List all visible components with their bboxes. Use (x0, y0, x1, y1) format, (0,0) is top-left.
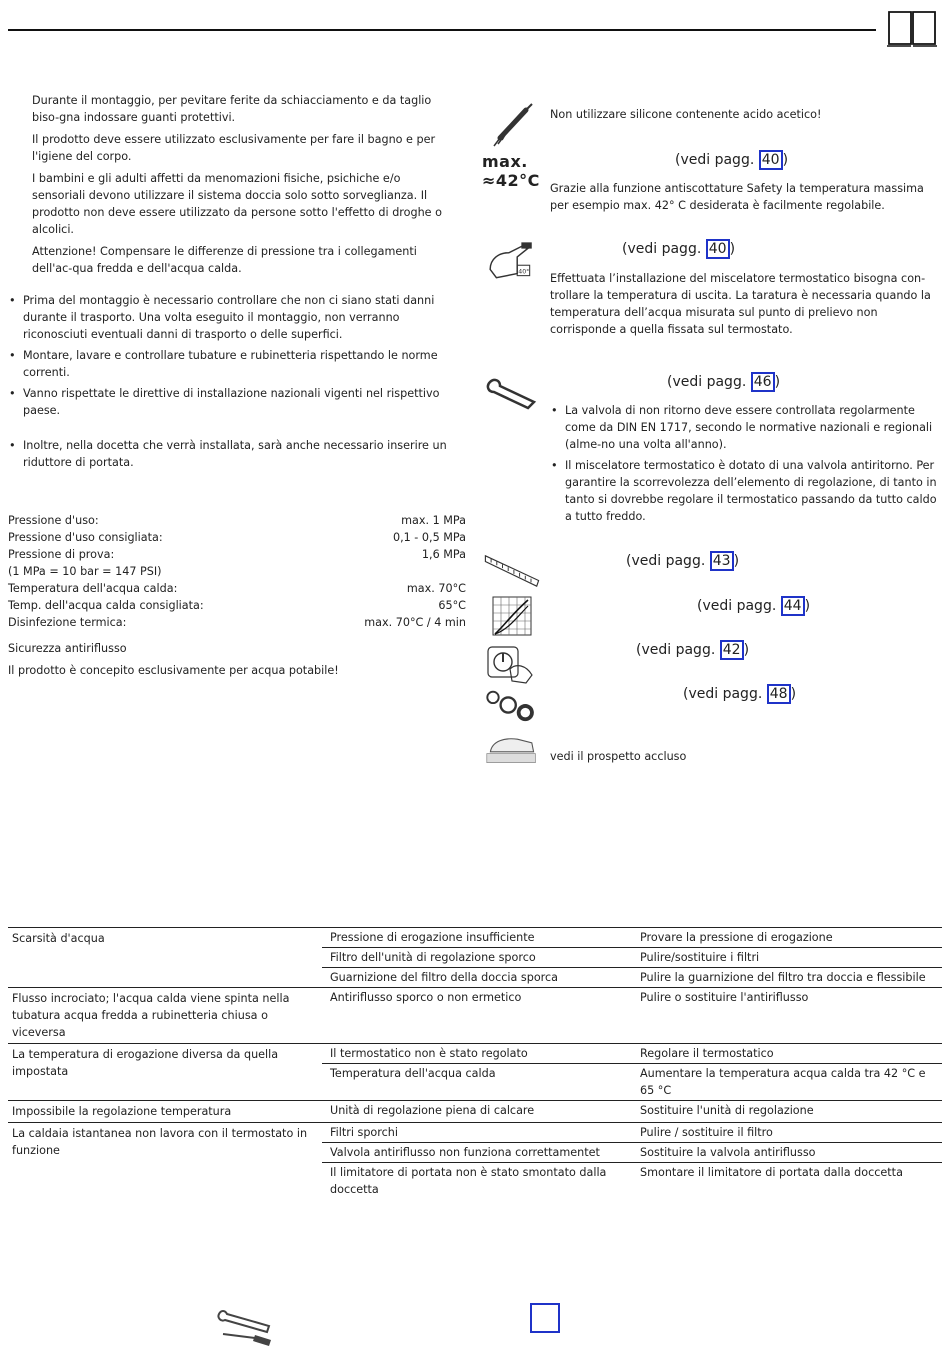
cause-remedy-row (322, 988, 942, 1007)
cleaning-hand-icon (482, 732, 542, 768)
fault-cell: La caldaia istantanea non lavora con il termostato in funzione (12, 1127, 308, 1157)
safety-function-text: Grazie alla funzione antiscottature Safety la temperatura massima per esempio max. 42° C desiderata è facilmente regolabile. (550, 182, 924, 212)
svg-text:40°: 40° (518, 268, 530, 276)
installation-bullet: • Montare, lavare e controllare tubature e rubinetteria rispettando le norme correnti. (9, 347, 464, 381)
cause-remedy-row (322, 1162, 942, 1199)
safety-paragraph: Attenzione! Compensare le differenze di pressione tra i collegamenti dell'ac-qua fredda e dell'acqua calda. (32, 245, 417, 275)
thermometer-hand-icon (486, 238, 538, 280)
maintenance-bullet: • La valvola di non ritorno deve essere controllata regolarmente come da DIN EN 1717, secondo le normative nazionali e regionali (alme-no una volta all'anno). (551, 402, 941, 453)
fault-cell: Impossibile la regolazione temperatura (12, 1105, 232, 1118)
vedi-suffix: ) (733, 553, 740, 569)
remedy-cell: Smontare il limitatore di portata dalla doccetta (640, 1166, 903, 1179)
spec-value: 0,1 - 0,5 MPa (392, 531, 466, 544)
spec-label: Temp. dell'acqua calda consigliata: (8, 599, 204, 612)
ruler-icon (482, 552, 542, 590)
vedi-suffix: ) (729, 241, 736, 257)
installation-bullet: • Prima del montaggio è necessario controllare che non ci siano stati danni durante il trasporto. Una volta eseguito il montaggio, non verranno riconosciuti eventuali danni di trasporto o delle superfici. (9, 292, 464, 343)
manual-book-icon (886, 8, 938, 48)
spec-row (8, 529, 466, 546)
safety-paragraph: Il prodotto deve essere utilizzato esclusivamente per fare il bagno e per l'igiene del corpo. (32, 133, 436, 163)
spec-label: (1 MPa = 10 bar = 147 PSI) (8, 565, 162, 578)
header-rule (8, 29, 876, 31)
fault-cell: La temperatura di erogazione diversa da quella impostata (12, 1048, 279, 1078)
page-link[interactable]: 44 (781, 596, 805, 616)
spec-value: 1,6 MPa (421, 548, 466, 561)
remedy-cell: Pulire o sostituire l'antiriflusso (640, 991, 809, 1004)
silicone-gun-icon (486, 100, 536, 150)
silicone-warning: Non utilizzare silicone contenente acido acetico! (550, 108, 822, 121)
vedi-suffix: ) (790, 686, 797, 702)
maintenance-bullet: • Il miscelatore termostatico è dotato di una valvola antiritorno. Per garantire la scorrevolezza dell’elemento di regolazione, di tanto in tanto si dovrebbe regolare il termostatico passando da tutto caldo a tutto freddo. (551, 457, 941, 525)
control-knob-icon (486, 642, 536, 684)
vedi-prefix: (vedi pagg. (626, 553, 710, 569)
spec-row (8, 580, 466, 597)
max-temp-value: ≈42°C (482, 171, 540, 190)
cause-cell: Guarnizione del filtro della doccia sporca (330, 971, 559, 984)
cause-cell: Unità di regolazione piena di calcare (330, 1104, 535, 1117)
remedy-cell: Pulire / sostituire il filtro (640, 1126, 773, 1139)
page-reference (667, 372, 780, 392)
max-temp-symbol (482, 152, 540, 190)
page-link[interactable]: 48 (767, 684, 791, 704)
spec-label: Temperatura dell'acqua calda: (8, 582, 178, 595)
diagram-grid-icon (492, 596, 532, 636)
vedi-prefix: (vedi pagg. (667, 374, 751, 390)
troubleshooting-table (8, 927, 942, 1199)
spec-row (8, 597, 466, 614)
safety-intro (32, 92, 452, 282)
cause-remedy-row (322, 1063, 942, 1100)
cause-remedy-row (322, 967, 942, 987)
fault-cell: Scarsità d'acqua (12, 932, 105, 945)
cause-cell: Pressione di erogazione insufficiente (330, 931, 535, 944)
calibration-text: Effettuata l’installazione del miscelatore termostatico bisogna con-trollare la temperatura di uscita. La taratura è necessaria quando la temperatura dell’acqua misurata sul punto di prelievo non corrisponde a quella fissata sul termostato. (550, 272, 931, 336)
spec-label: Pressione d'uso: (8, 514, 99, 527)
fault-cell: Flusso incrociato; l'acqua calda viene spinta nella tubatura acqua fredda a rubinetteria chiusa o viceversa (12, 992, 290, 1039)
page-number-box (530, 1303, 560, 1333)
remedy-cell: Sostituire l'unità di regolazione (640, 1104, 814, 1117)
cause-remedy-row (322, 1044, 942, 1063)
tools-icon (215, 1308, 275, 1348)
max-label: max. (482, 152, 528, 171)
cause-cell: Valvola antiriflusso non funziona correttamentet (330, 1146, 600, 1159)
cause-cell: Temperatura dell'acqua calda (330, 1067, 496, 1080)
cause-remedy-row (322, 928, 942, 947)
cause-cell: Antiriflusso sporco o non ermetico (330, 991, 522, 1004)
spare-parts-icon (482, 686, 542, 724)
table-row (8, 987, 942, 1043)
spec-row (8, 563, 466, 580)
wrench-icon (482, 374, 542, 414)
safety-paragraph: Durante il montaggio, per pevitare ferite da schiacciamento e da taglio biso-gna indossare guanti protettivi. (32, 94, 432, 124)
table-row (8, 1100, 942, 1122)
remedy-cell: Regolare il termostatico (640, 1047, 774, 1060)
page-reference (626, 551, 739, 571)
remedy-cell: Sostituire la valvola antiriflusso (640, 1146, 816, 1159)
vedi-prefix: (vedi pagg. (622, 241, 706, 257)
cause-remedy-row (322, 947, 942, 967)
cause-remedy-row (322, 1142, 942, 1162)
spec-value: max. 1 MPa (401, 514, 466, 527)
vedi-suffix: ) (804, 598, 811, 614)
flow-limiter-bullet: • Inoltre, nella docetta che verrà installata, sarà anche necessario inserire un riduttore di portata. (9, 437, 449, 471)
page-reference (683, 684, 796, 704)
safety-paragraph: I bambini e gli adulti affetti da menomazioni fisiche, psichiche e/o sensoriali devono utilizzare il sistema doccia solo sotto sorveglianza. Il prodotto non deve essere utilizzato da persone sotto l'effetto di droghe o alcolici. (32, 172, 442, 236)
remedy-cell: Pulire la guarnizione del filtro tra doccia e flessibile (640, 971, 926, 984)
cause-remedy-row (322, 1101, 942, 1120)
table-row (8, 927, 942, 987)
vedi-prefix: (vedi pagg. (675, 152, 759, 168)
table-row (8, 1043, 942, 1100)
vedi-suffix: ) (774, 374, 781, 390)
spec-row (8, 614, 466, 631)
backflow-label: Sicurezza antiriflusso (8, 642, 127, 655)
remedy-cell: Aumentare la temperatura acqua calda tra 42 °C e 65 °C (640, 1067, 926, 1097)
vedi-prefix: (vedi pagg. (683, 686, 767, 702)
installation-notes (9, 292, 464, 423)
prospect-note: vedi il prospetto accluso (550, 750, 687, 763)
vedi-prefix: (vedi pagg. (636, 642, 720, 658)
page-reference (622, 239, 735, 259)
page-link[interactable]: 40 (706, 239, 730, 259)
technical-data (8, 512, 466, 631)
cause-cell: Il termostatico non è stato regolato (330, 1047, 528, 1060)
cause-cell: Filtro dell'unità di regolazione sporco (330, 951, 536, 964)
vedi-suffix: ) (782, 152, 789, 168)
cause-remedy-row (322, 1123, 942, 1142)
vedi-suffix: ) (743, 642, 750, 658)
spec-value: max. 70°C (406, 582, 466, 595)
spec-label: Pressione d'uso consigliata: (8, 531, 163, 544)
page-reference (636, 640, 749, 660)
spec-row (8, 546, 466, 563)
page-link[interactable]: 43 (710, 551, 734, 571)
table-row (8, 1122, 942, 1199)
installation-bullet: • Vanno rispettate le direttive di installazione nazionali vigenti nel rispettivo paese. (9, 385, 464, 419)
vedi-prefix: (vedi pagg. (697, 598, 781, 614)
page-link[interactable]: 46 (751, 372, 775, 392)
spec-value: 65°C (438, 599, 466, 612)
cause-cell: Il limitatore di portata non è stato smontato dalla doccetta (330, 1166, 607, 1196)
remedy-cell: Pulire/sostituire i filtri (640, 951, 760, 964)
remedy-cell: Provare la pressione di erogazione (640, 931, 833, 944)
flow-limiter-note (9, 437, 449, 475)
spec-label: Disinfezione termica: (8, 616, 127, 629)
page-link[interactable]: 42 (720, 640, 744, 660)
spec-row (8, 512, 466, 529)
page-reference (697, 596, 810, 616)
potable-water-note: Il prodotto è concepito esclusivamente per acqua potabile! (8, 664, 339, 677)
page-reference (675, 150, 788, 170)
spec-value: max. 70°C / 4 min (364, 616, 466, 629)
spec-label: Pressione di prova: (8, 548, 115, 561)
cause-cell: Filtri sporchi (330, 1126, 398, 1139)
page-link[interactable]: 40 (759, 150, 783, 170)
maintenance-notes (551, 402, 941, 529)
